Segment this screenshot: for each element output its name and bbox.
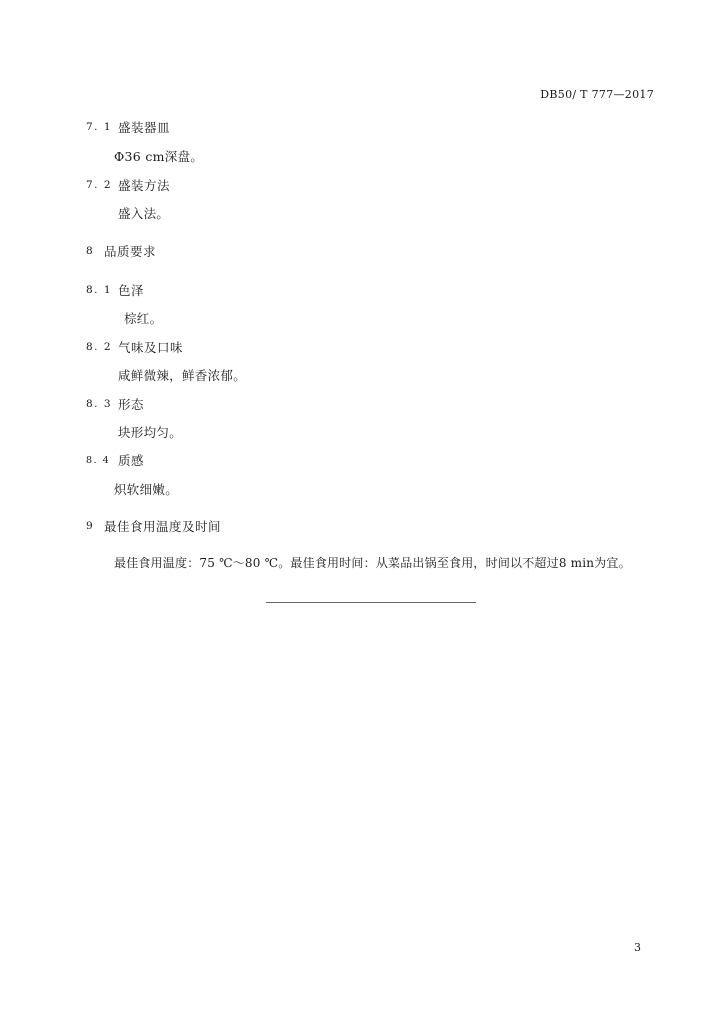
section-title-8: 品质要求 <box>104 244 157 259</box>
section-number-8-1: 8. 1 <box>86 284 113 296</box>
section-body-8-1: 棕红。 <box>124 311 163 326</box>
section-number-8-4: 8. 4 <box>86 455 111 466</box>
section-number-8-3: 8. 3 <box>86 398 113 410</box>
document-code: DB50/ T 777—2017 <box>540 88 654 101</box>
section-number-7-2: 7. 2 <box>86 179 113 191</box>
end-of-text-rule <box>266 602 476 603</box>
section-title-9: 最佳食用温度及时间 <box>104 519 222 534</box>
section-title-7-2: 盛装方法 <box>118 178 171 193</box>
section-body-7-2: 盛入法。 <box>118 206 170 221</box>
section-title-7-1: 盛装器皿 <box>118 120 171 135</box>
section-title-8-2: 气味及口味 <box>118 340 184 355</box>
section-body-7-1: Φ36 cm深盘。 <box>114 149 204 164</box>
page-number: 3 <box>634 941 641 954</box>
section-body-8-4: 炽软细嫩。 <box>114 482 179 497</box>
section-number-8: 8 <box>86 245 95 257</box>
section-body-8-3: 块形均匀。 <box>118 425 183 440</box>
section-title-8-4: 质感 <box>118 453 145 468</box>
section-number-7-1: 7. 1 <box>86 121 113 133</box>
section-title-8-1: 色泽 <box>118 283 145 298</box>
section-body-9: 最佳食用温度：75 ℃～80 ℃。最佳食用时间：从菜品出锅至食用，时间以不超过8 min为宜。 <box>114 556 631 570</box>
section-body-8-2: 咸鲜微辣，鲜香浓郁。 <box>118 368 247 383</box>
section-title-8-3: 形态 <box>118 397 145 412</box>
section-number-8-2: 8. 2 <box>86 341 113 353</box>
section-number-9: 9 <box>86 520 95 532</box>
